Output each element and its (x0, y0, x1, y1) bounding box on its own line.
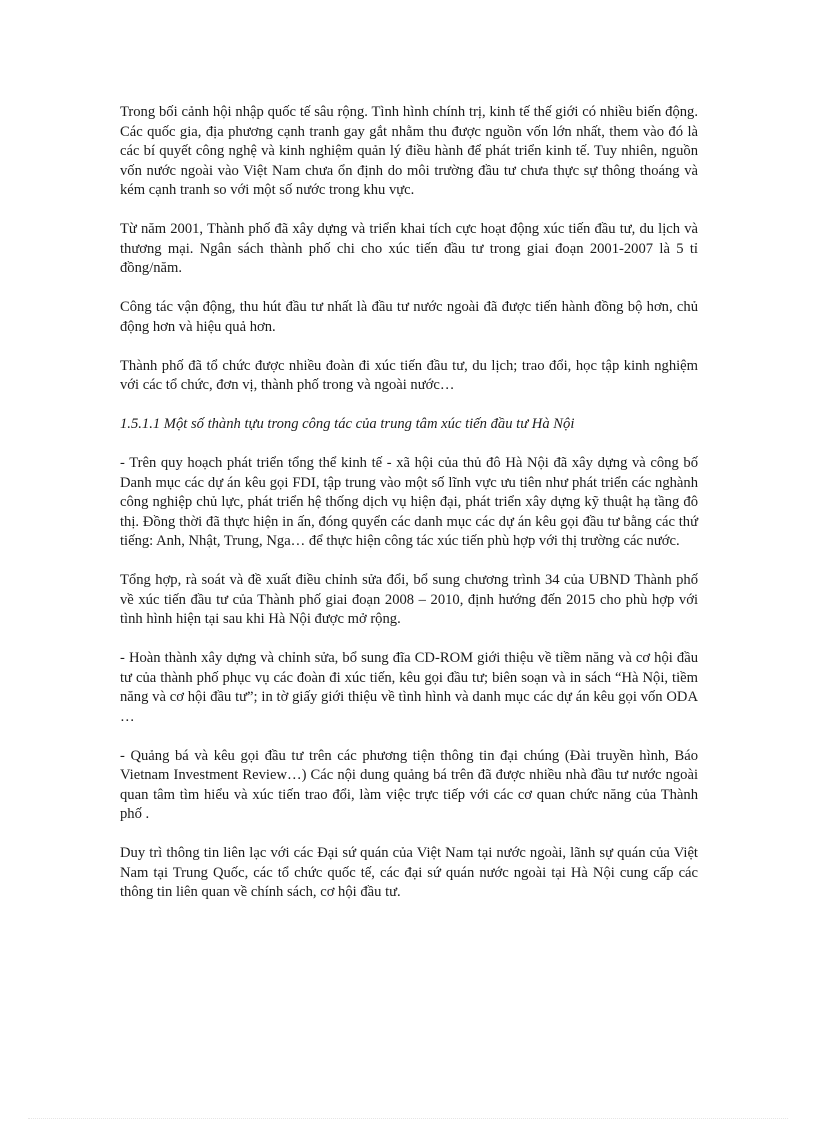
paragraph-fdi-projects: - Trên quy hoạch phát triển tổng thể kinh tế - xã hội của thủ đô Hà Nội đã xây dựng và công bố Danh mục các dự án kêu gọi FDI, tập trung vào một số lĩnh vực ưu tiên như phát triển các nghành công nghiệp chủ lực, phát triển hệ thống dịch vụ hiện đại, phát triển xây dựng kỹ thuật hạ tầng đô thị. Đồng thời đã thực hiện in ấn, đóng quyển các danh mục các dự án kêu gọi đầu tư bằng các thứ tiếng: Anh, Nhật, Trung, Nga… để thực hiện công tác xúc tiến phù hợp với thị trường các nước. (120, 455, 698, 549)
paragraph-media-promotion: - Quảng bá và kêu gọi đầu tư trên các phương tiện thông tin đại chúng (Đài truyền hình, Báo Vietnam Investment Review…) Các nội dung quảng bá trên đã được nhiều nhà đầu tư nước ngoài quan tâm tìm hiểu và xúc tiến trao đổi, làm việc trực tiếp với các cơ quan chức năng của Thành phố . (120, 747, 698, 822)
paragraph-delegations: Thành phố đã tổ chức được nhiều đoàn đi xúc tiến đầu tư, du lịch; trao đổi, học tập kinh nghiệm với các tổ chức, đơn vị, thành phố trong và ngoài nước… (120, 357, 698, 393)
paragraph-embassy-contacts: Duy trì thông tin liên lạc với các Đại sứ quán của Việt Nam tại nước ngoài, lãnh sự quán của Việt Nam tại Trung Quốc, các tổ chức quốc tế, các đại sứ quán nước ngoài tại Hà Nội cung cấp các thông tin liên quan về chính sách, cơ hội đầu tư. (120, 845, 698, 900)
paragraph-cd-rom: - Hoàn thành xây dựng và chỉnh sửa, bổ sung đĩa CD-ROM giới thiệu về tiềm năng và cơ hội đầu tư của thành phố phục vụ các đoàn đi xúc tiến, kêu gọi đầu tư; biên soạn và in sách “Hà Nội, tiềm năng và cơ hội đầu tư”; in tờ giấy giới thiệu về tình hình và danh mục các dự án kêu gọi vốn ODA … (120, 650, 698, 725)
paragraph-since-2001: Từ năm 2001, Thành phố đã xây dựng và triển khai tích cực hoạt động xúc tiến đầu tư, du lịch và thương mại. Ngân sách thành phố chi cho xúc tiến đầu tư trong giai đoạn 2001-2007 là 5 tỉ đồng/năm. (120, 221, 698, 276)
section-heading: 1.5.1.1 Một số thành tựu trong công tác của trung tâm xúc tiến đầu tư Hà Nội (120, 416, 575, 432)
paragraph-context: Trong bối cảnh hội nhập quốc tế sâu rộng. Tình hình chính trị, kinh tế thế giới có nhiều biến động. Các quốc gia, địa phương cạnh tranh gay gắt nhằm thu được nguồn vốn lớn nhất, them vào đó là các bí quyết công nghệ và kinh nghiệm quản lý điều hành để phát triển kinh tế. Tuy nhiên, nguồn vốn nước ngoài vào Việt Nam chưa ổn định do môi trường đầu tư chưa thực sự thông thoáng và kém cạnh tranh so với một số nước trong khu vực. (120, 104, 698, 198)
paragraph-program-34: Tổng hợp, rà soát và đề xuất điều chỉnh sửa đổi, bổ sung chương trình 34 của UBND Thành phố về xúc tiến đầu tư của Thành phố giai đoạn 2008 – 2010, định hướng đến 2015 cho phù hợp với tình hình hiện tại sau khi Hà Nội được mở rộng. (120, 572, 698, 627)
paragraph-investment-mobilization: Công tác vận động, thu hút đầu tư nhất là đầu tư nước ngoài đã được tiến hành đồng bộ hơn, chủ động hơn và hiệu quả hơn. (120, 299, 698, 335)
document-body (120, 103, 698, 922)
page-bottom-divider (28, 1118, 788, 1119)
